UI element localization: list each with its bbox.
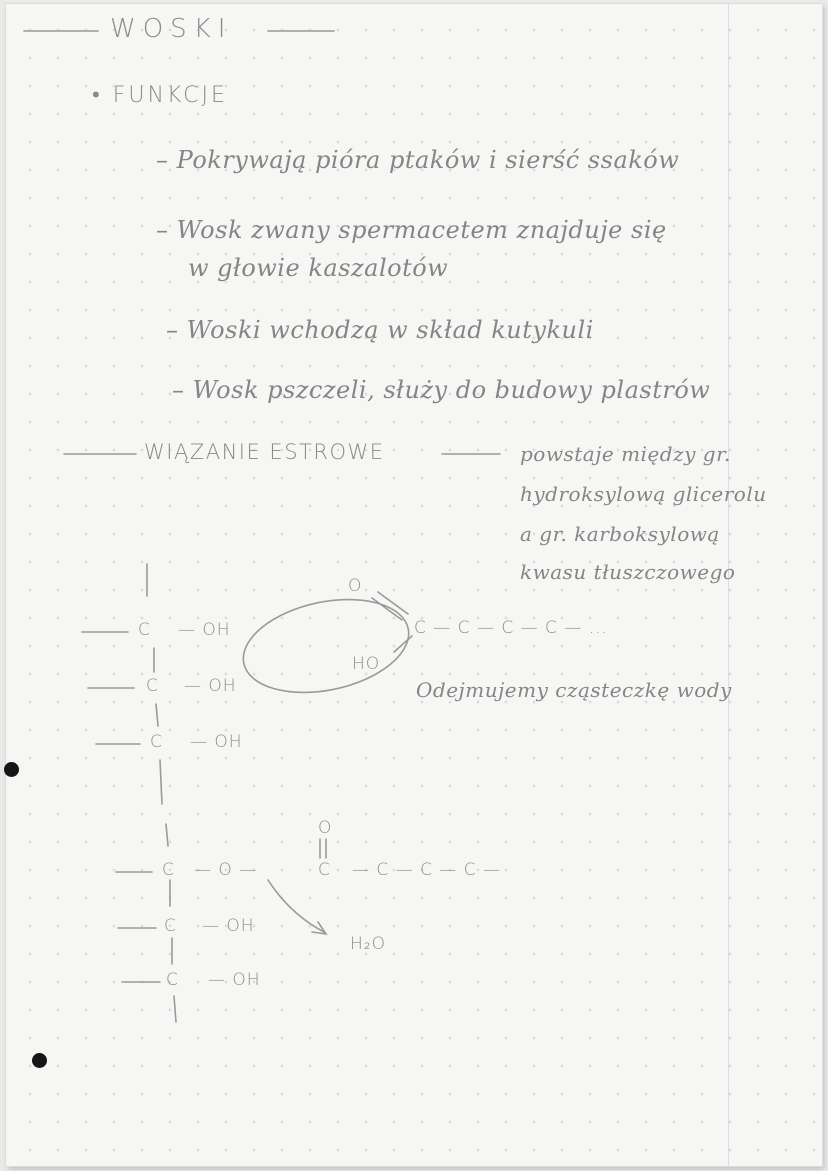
ester-carbon: C	[164, 916, 177, 936]
section-functions-heading: • FUNKCJE	[92, 83, 228, 108]
ester-carbon: C	[162, 860, 175, 880]
hydroxyl-label: OH	[202, 620, 231, 640]
glycerol-hydroxyl: — OH	[190, 732, 243, 752]
ester-bond-heading: WIĄZANIE ESTROWE	[144, 440, 385, 464]
ester-carbon: C	[166, 970, 179, 990]
ester-note-line: hydroksylową glicerolu	[520, 482, 767, 506]
hydroxyl-label: OH	[208, 676, 237, 696]
ester-carbonyl-oxygen: O	[318, 818, 333, 838]
glycerol-hydroxyl: — OH	[184, 676, 237, 696]
remark-remove-water: Odejmujemy cząsteczkę wody	[416, 678, 732, 702]
function-item-text: Wosk pszczeli, służy do budowy plastrów	[192, 376, 711, 404]
ester-note-line: kwasu tłuszczowego	[520, 560, 736, 584]
function-item: – Wosk zwany spermacetem znajduje się	[156, 216, 667, 244]
acid-carbonyl-oxygen: O	[348, 576, 363, 596]
ester-hydroxyl: — OH	[202, 916, 255, 936]
ester-bond-oxygen: — O —	[194, 860, 258, 880]
hydroxyl-label: OH	[232, 970, 261, 990]
hydroxyl-label: OH	[226, 916, 255, 936]
function-item-text: Wosk zwany spermacetem znajduje się	[176, 216, 667, 244]
functions-heading: FUNKCJE	[112, 83, 228, 108]
hydroxyl-label: OH	[214, 732, 243, 752]
function-item-continuation: w głowie kaszalotów	[188, 254, 449, 282]
ester-hydroxyl: — OH	[208, 970, 261, 990]
acid-chain: C — C — C — C — ...	[414, 618, 608, 638]
ester-note-line: powstaje między gr.	[520, 442, 731, 466]
page-title: WOSKI	[110, 14, 233, 44]
glycerol-carbon: C	[146, 676, 159, 696]
acid-hydroxyl: HO	[352, 654, 381, 674]
ester-carbonyl-carbon: C	[318, 860, 331, 880]
handwritten-strokes	[6, 4, 822, 1166]
glycerol-carbon: C	[138, 620, 151, 640]
function-item-text: Pokrywają pióra ptaków i sierść ssaków	[176, 146, 680, 174]
function-item: – Pokrywają pióra ptaków i sierść ssaków	[156, 146, 680, 174]
oxygen-label: O	[218, 860, 233, 880]
function-item: – Wosk pszczeli, służy do budowy plastrów	[172, 376, 711, 404]
glycerol-carbon: C	[150, 732, 163, 752]
function-item-text: Woski wchodzą w skład kutykuli	[186, 316, 594, 344]
function-item: – Woski wchodzą w skład kutykuli	[166, 316, 594, 344]
ester-note-line: a gr. karboksylową	[520, 522, 720, 546]
ester-chain: — C — C — C —	[352, 860, 502, 880]
notebook-page	[6, 4, 822, 1166]
water-product: H₂O	[350, 934, 386, 954]
glycerol-hydroxyl: — OH	[178, 620, 231, 640]
